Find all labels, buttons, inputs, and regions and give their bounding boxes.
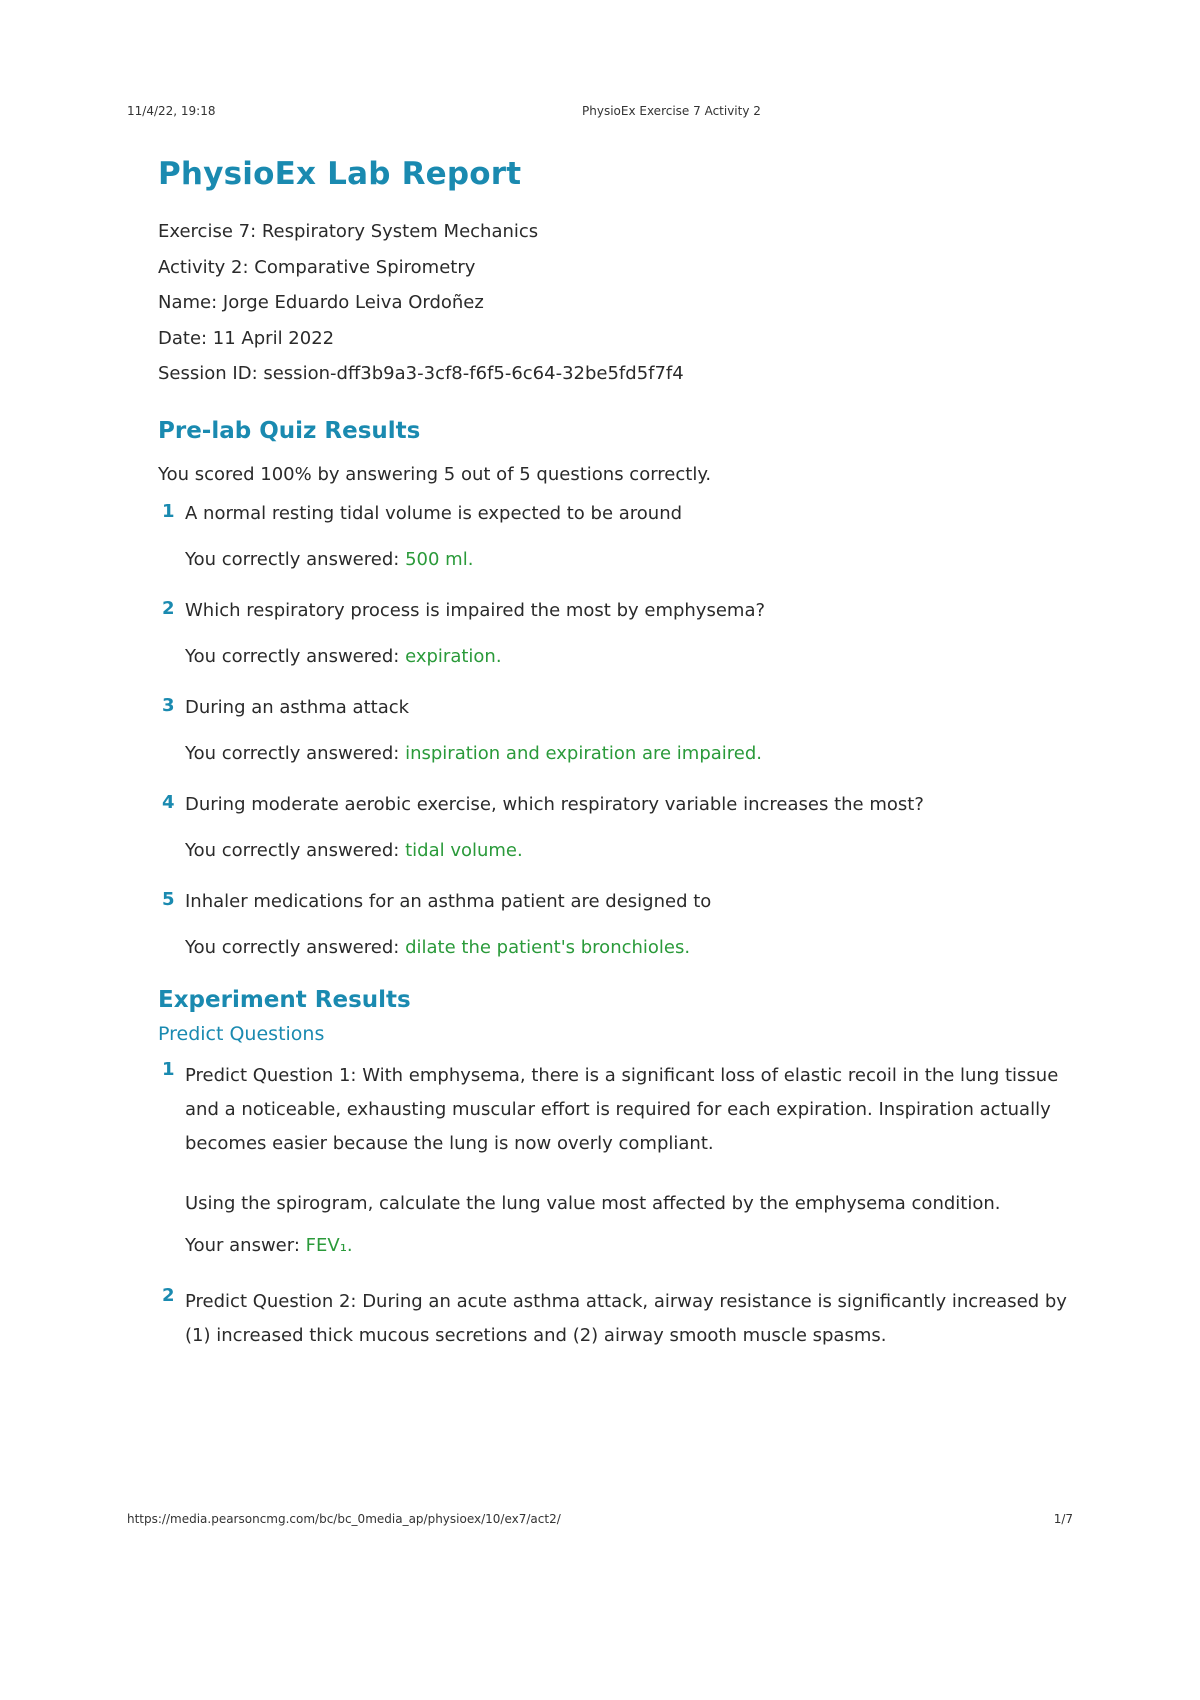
predict-question-text: Predict Question 1: With emphysema, there is a significant loss of elastic recoil in the lung tissue and a noticeable, exhausting muscular effort is required for each expiration. Inspiration actually becomes easier because the lung is now overly compliant. bbox=[185, 1064, 1059, 1154]
question-number: 2 bbox=[162, 1284, 175, 1306]
print-header bbox=[127, 104, 1073, 120]
page-number: 1/7 bbox=[1053, 1512, 1073, 1526]
answer-value: tidal volume. bbox=[405, 839, 523, 861]
score-summary: You scored 100% by answering 5 out of 5 questions correctly. bbox=[158, 463, 712, 485]
predict-item bbox=[158, 1285, 1078, 1353]
predict-item bbox=[158, 1059, 1078, 1259]
question-text: During moderate aerobic exercise, which respiratory variable increases the most? bbox=[185, 793, 924, 815]
answer-value: inspiration and expiration are impaired. bbox=[405, 742, 763, 764]
page-url: https://media.pearsoncmg.com/bc/bc_0media_ap/physioex/10/ex7/act2/ bbox=[127, 1512, 561, 1526]
predict-subheading: Predict Questions bbox=[158, 1022, 325, 1045]
predict-question-list bbox=[158, 1059, 1078, 1353]
answer-value: 500 ml. bbox=[405, 548, 474, 570]
question-number: 2 bbox=[162, 597, 175, 619]
question-number: 5 bbox=[162, 888, 175, 910]
answer-line bbox=[185, 547, 1078, 573]
question-text: A normal resting tidal volume is expected to be around bbox=[185, 502, 683, 524]
answer-value: expiration. bbox=[405, 645, 502, 667]
quiz-item bbox=[158, 792, 1078, 864]
question-text: Inhaler medications for an asthma patient are designed to bbox=[185, 890, 712, 912]
print-page-title: PhysioEx Exercise 7 Activity 2 bbox=[582, 104, 761, 118]
print-footer bbox=[127, 1512, 1073, 1528]
answer-line bbox=[185, 741, 1078, 767]
prelab-quiz-list bbox=[158, 501, 1078, 961]
question-number: 1 bbox=[162, 1058, 175, 1080]
question-text: During an asthma attack bbox=[185, 696, 410, 718]
predict-question-prompt: Using the spirogram, calculate the lung value most affected by the emphysema condition. bbox=[185, 1192, 1001, 1214]
answer-prefix: You correctly answered: bbox=[185, 548, 400, 570]
quiz-item bbox=[158, 889, 1078, 961]
question-number: 4 bbox=[162, 791, 175, 813]
quiz-item bbox=[158, 695, 1078, 767]
session-id-line: Session ID: session-dff3b9a3-3cf8-f6f5-6c64-32be5fd5f7f4 bbox=[158, 363, 684, 384]
predict-question-text: Predict Question 2: During an acute asthma attack, airway resistance is significantly increased by (1) increased thick mucous secretions and (2) airway smooth muscle spasms. bbox=[185, 1290, 1067, 1346]
question-number: 3 bbox=[162, 694, 175, 716]
answer-line bbox=[185, 1233, 1078, 1259]
name-line: Name: Jorge Eduardo Leiva Ordoñez bbox=[158, 292, 484, 313]
answer-prefix: You correctly answered: bbox=[185, 742, 400, 764]
answer-line bbox=[185, 935, 1078, 961]
report-title: PhysioEx Lab Report bbox=[158, 156, 522, 192]
question-text: Which respiratory process is impaired the most by emphysema? bbox=[185, 599, 766, 621]
report-content bbox=[158, 156, 1078, 1379]
date-line: Date: 11 April 2022 bbox=[158, 327, 335, 349]
answer-value: dilate the patient's bronchioles. bbox=[405, 936, 691, 958]
experiment-heading: Experiment Results bbox=[158, 986, 411, 1013]
answer-line bbox=[185, 838, 1078, 864]
prelab-heading: Pre-lab Quiz Results bbox=[158, 417, 421, 444]
quiz-item bbox=[158, 598, 1078, 670]
quiz-item bbox=[158, 501, 1078, 573]
answer-line bbox=[185, 644, 1078, 670]
print-datetime: 11/4/22, 19:18 bbox=[127, 104, 216, 118]
answer-prefix: You correctly answered: bbox=[185, 936, 400, 958]
answer-prefix: You correctly answered: bbox=[185, 839, 400, 861]
report-meta bbox=[158, 214, 1078, 392]
exercise-line: Exercise 7: Respiratory System Mechanics bbox=[158, 221, 539, 242]
activity-line: Activity 2: Comparative Spirometry bbox=[158, 256, 476, 278]
answer-value: FEV₁. bbox=[305, 1234, 353, 1256]
question-number: 1 bbox=[162, 500, 175, 522]
answer-prefix: You correctly answered: bbox=[185, 645, 400, 667]
answer-prefix: Your answer: bbox=[185, 1234, 300, 1256]
